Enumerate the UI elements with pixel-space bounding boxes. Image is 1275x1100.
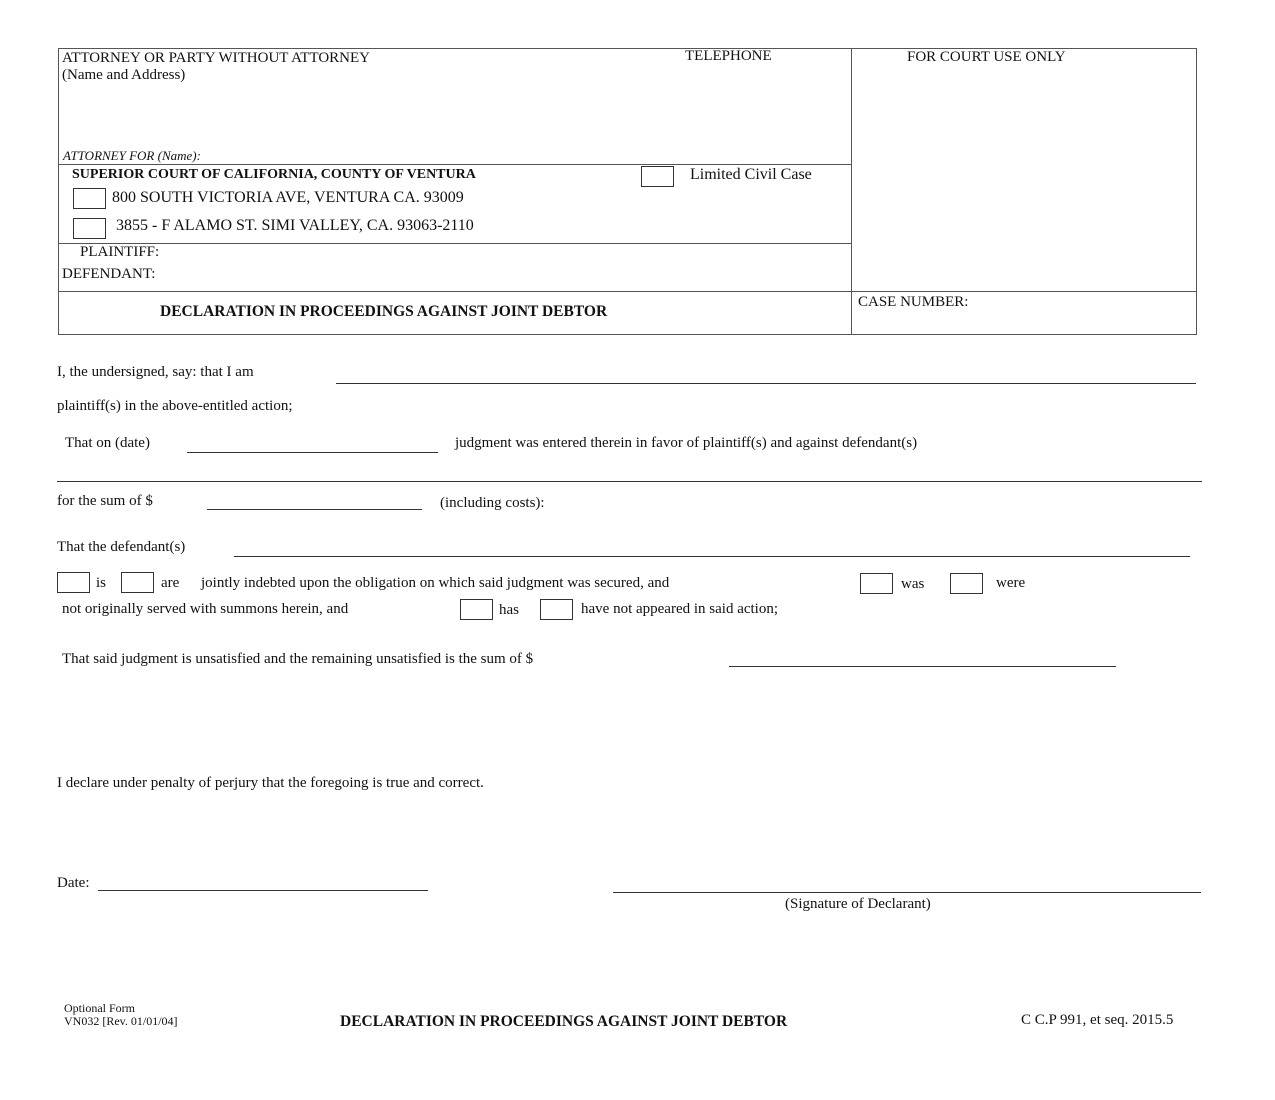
case-number-label: CASE NUMBER:: [858, 294, 969, 310]
divider: [58, 164, 851, 165]
unsatisfied-text: That said judgment is unsatisfied and the remaining unsatisfied is the sum of $: [62, 651, 534, 667]
was-checkbox[interactable]: [860, 573, 893, 594]
have-checkbox[interactable]: [540, 599, 573, 620]
including-costs-text: (including costs):: [440, 495, 545, 511]
plaintiff-text: plaintiff(s) in the above-entitled action;: [57, 398, 293, 414]
court-use-label: FOR COURT USE ONLY: [907, 49, 1066, 65]
attorney-for-label: ATTORNEY FOR (Name):: [63, 148, 201, 163]
sum-label: for the sum of $: [57, 493, 153, 509]
simi-valley-address-checkbox[interactable]: [73, 218, 106, 239]
has-checkbox[interactable]: [460, 599, 493, 620]
plaintiff-label: PLAINTIFF:: [80, 244, 160, 260]
undersigned-text: I, the undersigned, say: that I am: [57, 364, 254, 380]
jointly-indebted-text: jointly indebted upon the obligation on which said judgment was secured, and: [201, 575, 670, 591]
defendants-field[interactable]: [57, 465, 1202, 482]
divider: [58, 291, 1196, 292]
defendant-label: DEFENDANT:: [62, 266, 156, 282]
signature-field[interactable]: [613, 876, 1201, 893]
judgment-date-label: That on (date): [65, 435, 150, 451]
divider: [58, 243, 851, 244]
named-defendants-field[interactable]: [234, 540, 1190, 557]
limited-civil-label: Limited Civil Case: [690, 166, 812, 183]
are-checkbox[interactable]: [121, 572, 154, 593]
limited-civil-checkbox[interactable]: [641, 166, 674, 187]
are-label: are: [161, 575, 180, 591]
not-appeared-text: have not appeared in said action;: [581, 601, 779, 617]
simi-valley-address: 3855 - F ALAMO ST. SIMI VALLEY, CA. 93063-2110: [116, 217, 474, 234]
court-name: SUPERIOR COURT OF CALIFORNIA, COUNTY OF VENTURA: [72, 167, 476, 182]
code-reference: C C.P 991, et seq. 2015.5: [1021, 1012, 1174, 1028]
footer-title: DECLARATION IN PROCEEDINGS AGAINST JOINT DEBTOR: [340, 1013, 788, 1030]
defendants-label: That the defendant(s): [57, 539, 186, 555]
telephone-label: TELEPHONE: [685, 48, 772, 64]
signature-label: (Signature of Declarant): [785, 896, 931, 912]
judgment-date-field[interactable]: [187, 436, 438, 453]
form-number: VN032 [Rev. 01/01/04]: [64, 1014, 178, 1028]
form-title: DECLARATION IN PROCEEDINGS AGAINST JOINT DEBTOR: [160, 303, 608, 320]
not-served-text: not originally served with summons herein, and: [62, 601, 349, 617]
sum-field[interactable]: [207, 493, 422, 510]
attorney-label: ATTORNEY OR PARTY WITHOUT ATTORNEY: [62, 50, 371, 66]
optional-form-label: Optional Form: [64, 1001, 135, 1015]
ventura-address: 800 SOUTH VICTORIA AVE, VENTURA CA. 93009: [112, 189, 464, 206]
were-checkbox[interactable]: [950, 573, 983, 594]
has-label: has: [499, 602, 519, 618]
date-label: Date:: [57, 875, 90, 891]
were-label: were: [996, 575, 1026, 591]
date-field[interactable]: [98, 874, 428, 891]
was-label: was: [901, 576, 925, 592]
unsatisfied-sum-field[interactable]: [729, 650, 1116, 667]
judgment-entered-text: judgment was entered therein in favor of plaintiff(s) and against defendant(s): [455, 435, 918, 451]
name-address-label: (Name and Address): [62, 67, 186, 83]
ventura-address-checkbox[interactable]: [73, 188, 106, 209]
perjury-declaration: I declare under penalty of perjury that the foregoing is true and correct.: [57, 775, 484, 791]
is-checkbox[interactable]: [57, 572, 90, 593]
is-label: is: [96, 575, 107, 591]
declarant-role-field[interactable]: [336, 367, 1196, 384]
